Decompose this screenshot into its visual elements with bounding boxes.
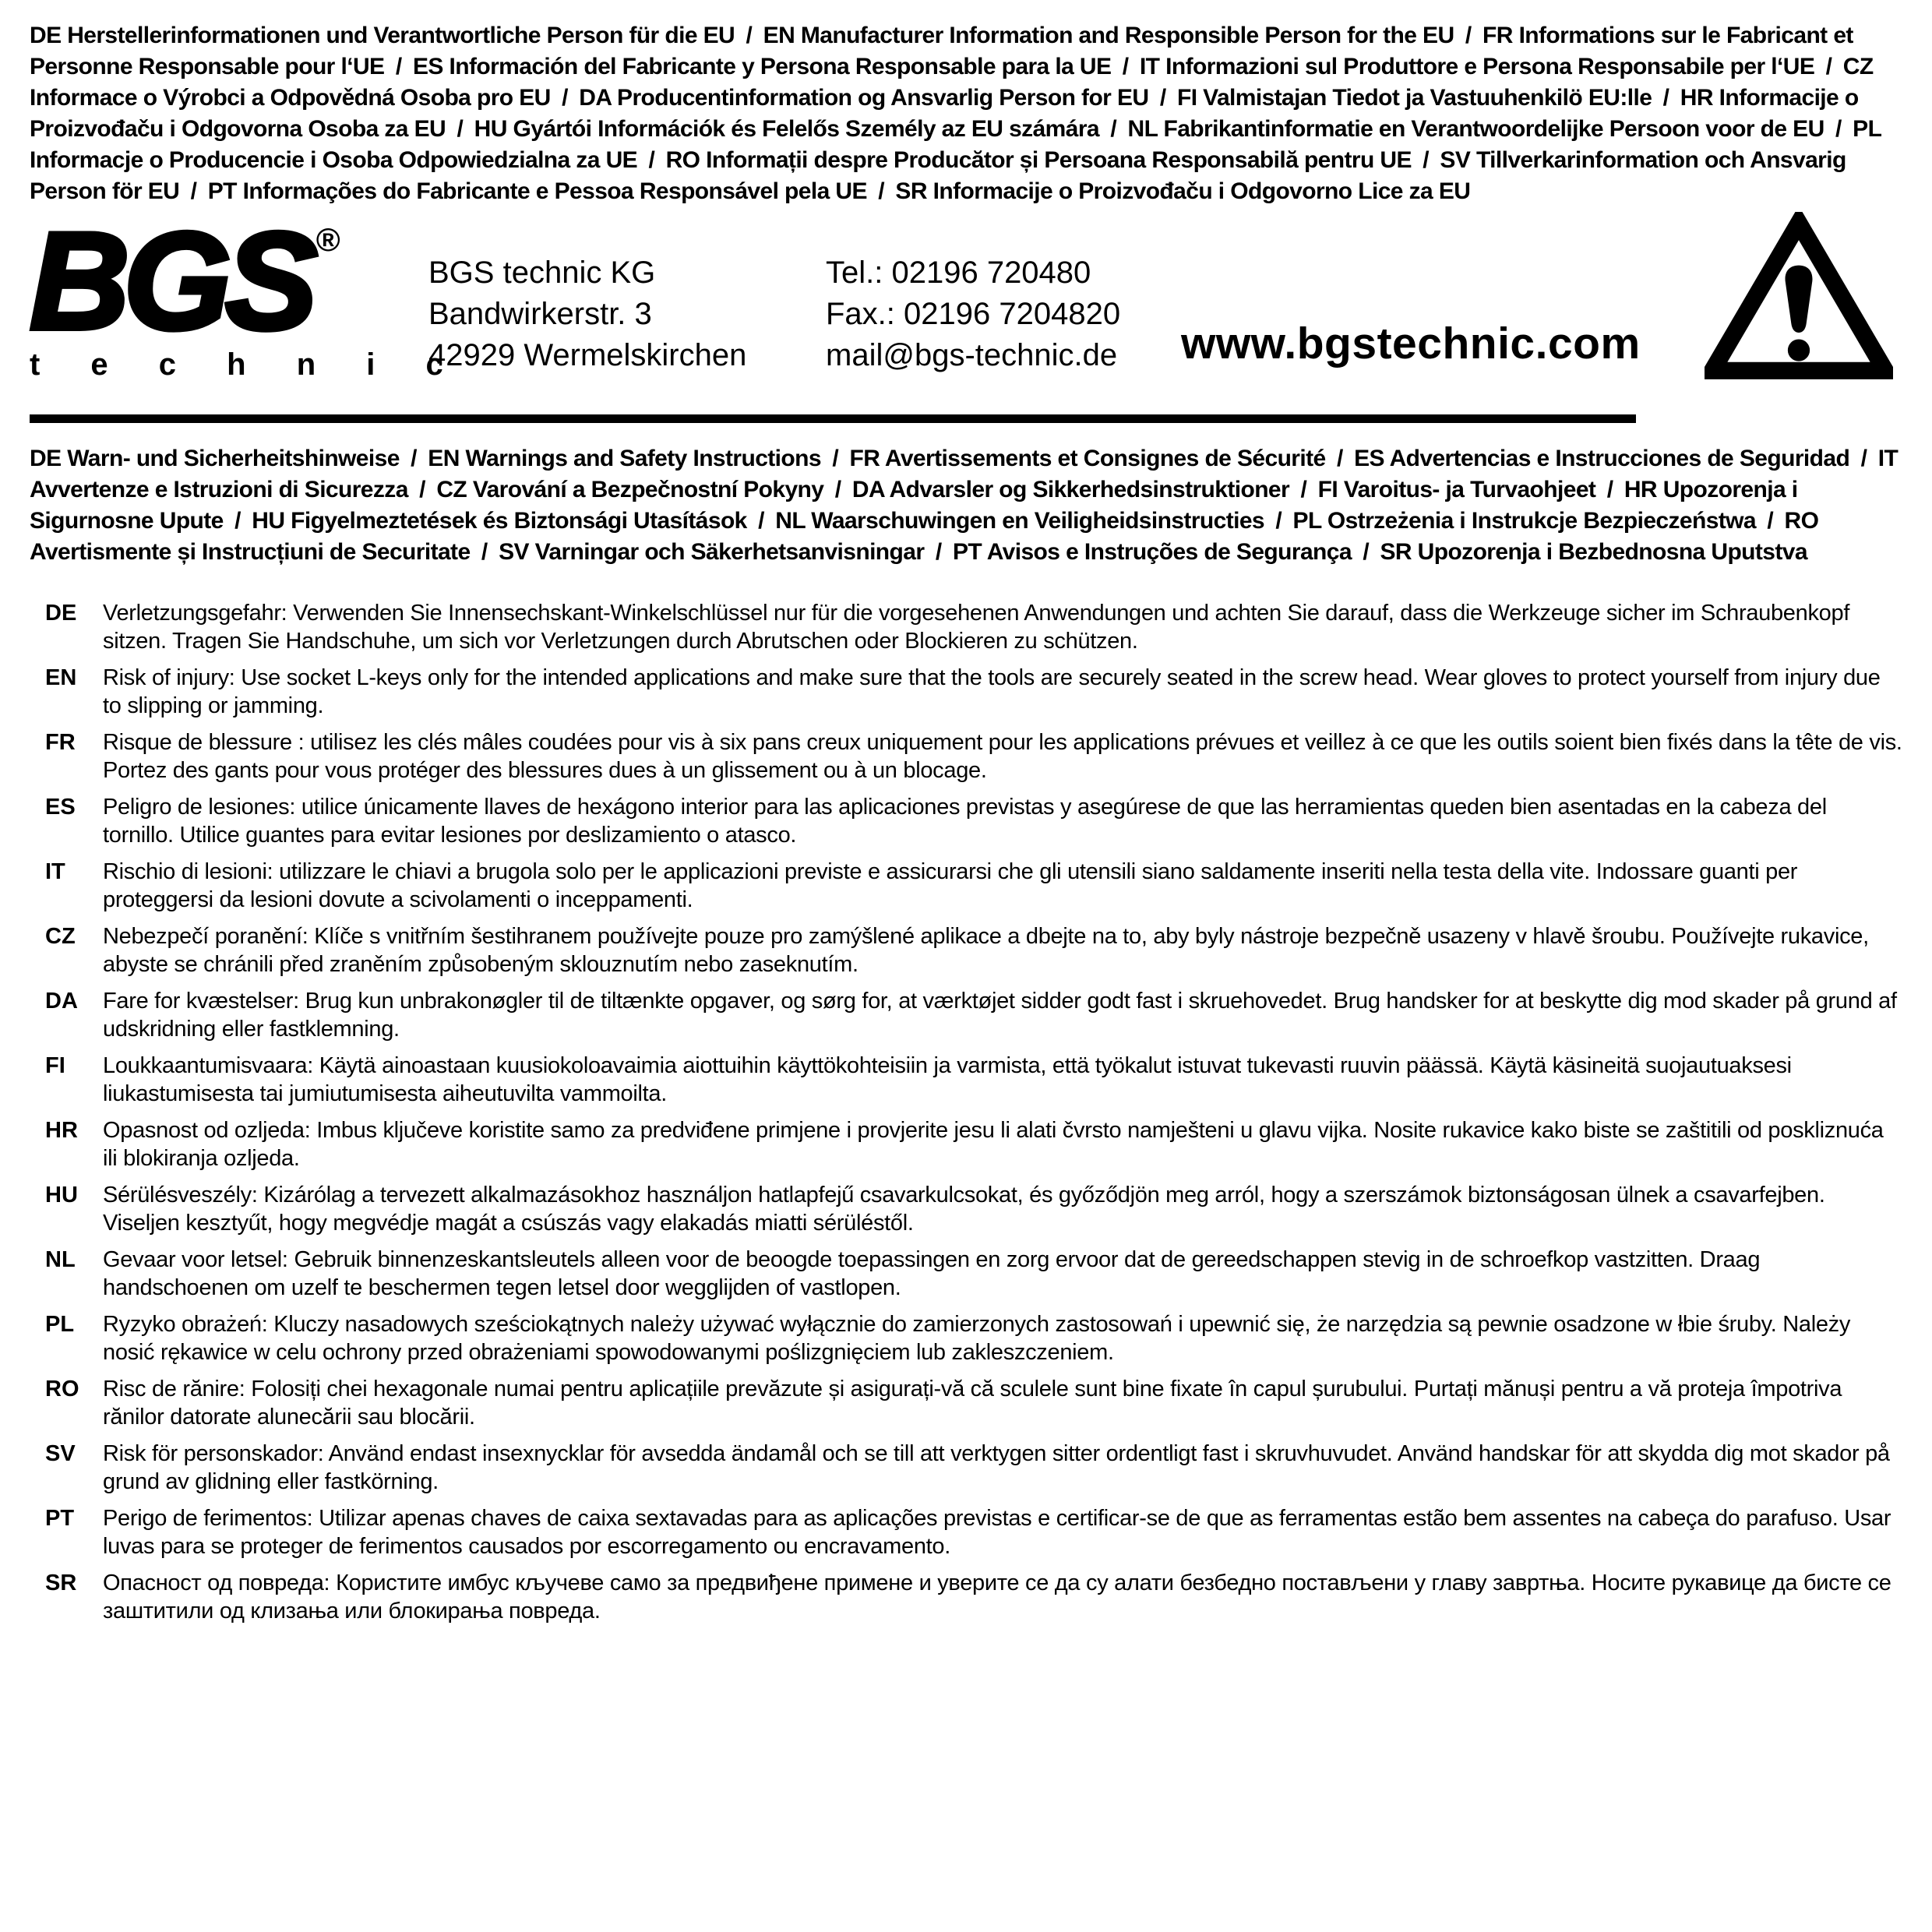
warning-text: Risk för personskador: Använd endast insexnycklar för avsedda ändamål och se till att verktygen sitter ordentligt fast i skruvhuvudet. Använd handskar för att skydda dig mot skador på grund av glidning eller fastkörning. <box>103 1441 1890 1494</box>
language-code: CZ <box>45 924 76 949</box>
warning-row-cz <box>30 922 1902 978</box>
language-code: HR <box>45 1118 78 1143</box>
warning-row-de <box>30 599 1902 655</box>
language-code: DA <box>45 989 78 1014</box>
warning-row-en <box>30 664 1902 720</box>
warning-row-pt <box>30 1504 1902 1560</box>
company-contact <box>826 252 1120 376</box>
company-name: BGS technic KG <box>428 256 656 290</box>
language-code: PT <box>45 1506 75 1531</box>
warning-text: Rischio di lesioni: utilizzare le chiavi a brugola solo per le applicazioni previste e assicurarsi che gli utensili siano saldamente inseriti nella testa della vite. Indossare guanti per proteggersi da lesioni dovute a scivolamenti o inceppamenti. <box>103 859 1798 912</box>
warning-text: Loukkaantumisvaara: Käytä ainoastaan kuusiokoloavaimia aiottuihin käyttökohteisiin ja varmista, että työkalut istuvat tukevasti ruuvin päässä. Käytä käsineitä suojautuaksesi liukastumisesta tai jumiutumisesta aiheutuvilta vammoilta. <box>103 1053 1792 1106</box>
language-code: EN <box>45 665 77 690</box>
language-code: FI <box>45 1053 65 1078</box>
registered-trademark-icon: ® <box>316 221 340 258</box>
warning-row-fi <box>30 1052 1902 1108</box>
bgs-logo-wordmark <box>30 203 372 358</box>
warning-text: Risk of injury: Use socket L-keys only for the intended applications and make sure that the tools are securely seated in the screw head. Wear gloves to protect yourself from injury due to slipping or jamming. <box>103 665 1881 718</box>
warning-text: Peligro de lesiones: utilice únicamente llaves de hexágono interior para las aplicaciones previstas y asegúrese de que las herramientas queden bien asentadas en la cabeza del tornillo. Utilice guantes para evitar lesiones por deslizamiento o atasco. <box>103 795 1827 848</box>
warning-row-ro <box>30 1375 1902 1431</box>
warning-row-pl <box>30 1310 1902 1366</box>
bgs-logo-text: BGS <box>30 203 312 358</box>
company-fax: Fax.: 02196 7204820 <box>826 297 1121 331</box>
warning-text: Опасност од повреда: Користите имбус кључеве само за предвиђене примене и уверите се да су алати безбедно постављени у главу завртња. Носите рукавице да бисте се заштитили од клизања или блокирања повреда. <box>103 1571 1891 1624</box>
warning-row-sr <box>30 1569 1902 1625</box>
warning-text: Opasnost od ozljeda: Imbus ključeve koristite samo za predviđene primjene i provjerite jesu li alati čvrsto namješteni u glavu vijka. Nosite rukavice kako biste se zaštitili od poskliznuća ili blokiranja ozljeda. <box>103 1118 1884 1171</box>
company-street: Bandwirkerstr. 3 <box>428 297 652 331</box>
warning-row-it <box>30 858 1902 914</box>
language-code: SV <box>45 1441 76 1466</box>
company-website: www.bgstechnic.com <box>1181 319 1641 368</box>
language-code: IT <box>45 859 65 884</box>
company-email: mail@bgs-technic.de <box>826 338 1118 372</box>
warning-row-hu <box>30 1181 1902 1237</box>
language-code: NL <box>45 1247 76 1272</box>
warning-triangle-icon <box>1705 212 1893 382</box>
language-code: PL <box>45 1312 75 1337</box>
warning-row-es <box>30 793 1902 849</box>
language-code: RO <box>45 1377 79 1401</box>
bgs-logo-subtext: t e c h n i c <box>30 347 464 382</box>
manufacturer-header: DE Herstellerinformationen und Verantwortliche Person für die EU / EN Manufacturer Information and Responsible Person for the EU / FR Informations sur le Fabricant et Personne Responsable pour l‘UE / ES Información del Fabricante y Persona Responsable para la UE / IT Informazioni sul Produttore e Persona Responsabile per l‘UE / CZ Informace o Výrobci a Odpovědná Osoba pro EU / DA Producentinformation og Ansvarlig Person for EU / FI Valmistajan Tiedot ja Vastuuhenkilö EU:lle / HR Informacije o Proizvođaču i Odgovorna Osoba za EU / HU Gyártói Információk és Felelős Személy az EU számára / NL Fabrikantinformatie en Verantwoordelijke Persoon voor de EU / PL Informacje o Producencie i Osoba Odpowiedzialna za UE / RO Informații despre Producător și Persoana Responsabilă pentru UE / SV Tillverkarinformation och Ansvarig Person för EU / PT Informações do Fabricante e Pessoa Responsável pela UE / SR Informacije o Proizvođaču i Odgovorno Lice za EU <box>30 23 1881 204</box>
warning-row-sv <box>30 1440 1902 1496</box>
warning-row-da <box>30 987 1902 1043</box>
language-code: SR <box>45 1571 77 1595</box>
bgs-logo <box>30 203 464 383</box>
language-code: ES <box>45 795 76 820</box>
warning-text: Risque de blessure : utilisez les clés mâles coudées pour vis à six pans creux uniquement pour les applications prévues et veillez à ce que les outils soient bien fixés dans la tête de vis. Portez des gants pour vous protéger des blessures dues à un glissement ou à un blocage. <box>103 730 1902 783</box>
warning-text: Risc de rănire: Folosiți chei hexagonale numai pentru aplicațiile prevăzute și asigurați-vă că sculele sunt bine fixate în capul șurubului. Purtați mănuși pentru a vă proteja împotriva rănilor datorate alunecării sau blocării. <box>103 1377 1842 1430</box>
divider <box>30 414 1636 423</box>
warning-text: Gevaar voor letsel: Gebruik binnenzeskantsleutels alleen voor de beoogde toepassingen en zorg ervoor dat de gereedschappen stevig in de schroefkop vastzitten. Draag handschoenen om uzelf te beschermen tegen letsel door wegglijden of vastlopen. <box>103 1247 1761 1300</box>
warning-row-fr <box>30 728 1902 784</box>
exclamation-dot <box>1788 339 1810 361</box>
warning-row-hr <box>30 1116 1902 1172</box>
warning-text: Sérülésveszély: Kizárólag a tervezett alkalmazásokhoz használjon hatlapfejű csavarkulcsokat, és győződjön meg arról, hogy a szerszámok biztonságosan ülnek a csavarfejben. Viseljen kesztyűt, hogy megvédje magát a csúszás vagy elakadás miatti sérüléstől. <box>103 1183 1825 1236</box>
warning-text: Nebezpečí poranění: Klíče s vnitřním šestihranem používejte pouze pro zamýšlené aplikace a dbejte na to, aby byly nástroje bezpečně usazeny v hlavě šroubu. Používejte rukavice, abyste se chránili před zraněním způsobeným sklouznutím nebo zaseknutím. <box>103 924 1869 977</box>
company-city: 42929 Wermelskirchen <box>428 338 747 372</box>
warning-text: Perigo de ferimentos: Utilizar apenas chaves de caixa sextavadas para as aplicações previstas e certificar-se de que as ferramentas estão bem assentes na cabeça do parafuso. Usar luvas para se proteger de ferimentos causados por escorregamento ou encravamento. <box>103 1506 1891 1559</box>
warning-text: Verletzungsgefahr: Verwenden Sie Innensechskant-Winkelschlüssel nur für die vorgesehenen Anwendungen und achten Sie darauf, dass die Werkzeuge sicher im Schraubenkopf sitzen. Tragen Sie Handschuhe, um sich vor Verletzungen durch Abrutschen oder Blockieren zu schützen. <box>103 601 1850 654</box>
warning-text: Ryzyko obrażeń: Kluczy nasadowych sześciokątnych należy używać wyłącznie do zamierzonych zastosowań i upewnić się, że narzędzia są pewnie osadzone w łbie śruby. Należy nosić rękawice w celu ochrony przed obrażeniami spowodowanymi poślizgnięciem lub zakleszczeniem. <box>103 1312 1851 1365</box>
company-tel: Tel.: 02196 720480 <box>826 256 1091 290</box>
language-code: HU <box>45 1183 78 1208</box>
warning-text: Fare for kvæstelser: Brug kun unbrakonøgler til de tiltænkte opgaver, og sørg for, at værktøjet sidder godt fast i skruehovedet. Brug handsker for at beskytte dig mod skader på grund af udskridning eller fastklemning. <box>103 989 1897 1042</box>
language-code: FR <box>45 730 76 755</box>
company-address <box>428 252 746 376</box>
brand-row <box>30 203 1902 410</box>
warnings-list <box>30 599 1902 1625</box>
language-code: DE <box>45 601 77 626</box>
warning-row-nl <box>30 1246 1902 1302</box>
warnings-header: DE Warn- und Sicherheitshinweise / EN Warnings and Safety Instructions / FR Avertissements et Consignes de Sécurité / ES Advertencias e Instrucciones de Seguridad / IT Avvertenze e Istruzioni di Sicurezza / CZ Varování a Bezpečnostní Pokyny / DA Advarsler og Sikkerhedsinstruktioner / FI Varoitus- ja Turvaohjeet / HR Upozorenja i Sigurnosne Upute / HU Figyelmeztetések és Biztonsági Utasítások / NL Waarschuwingen en Veiligheidsinstructies / PL Ostrzeżenia i Instrukcje Bezpieczeństwa / RO Avertismente și Instrucțiuni de Securitate / SV Varningar och Säkerhetsanvisningar / PT Avisos e Instruções de Segurança / SR Upozorenja i Bezbednosna Uputstva <box>30 446 1899 565</box>
